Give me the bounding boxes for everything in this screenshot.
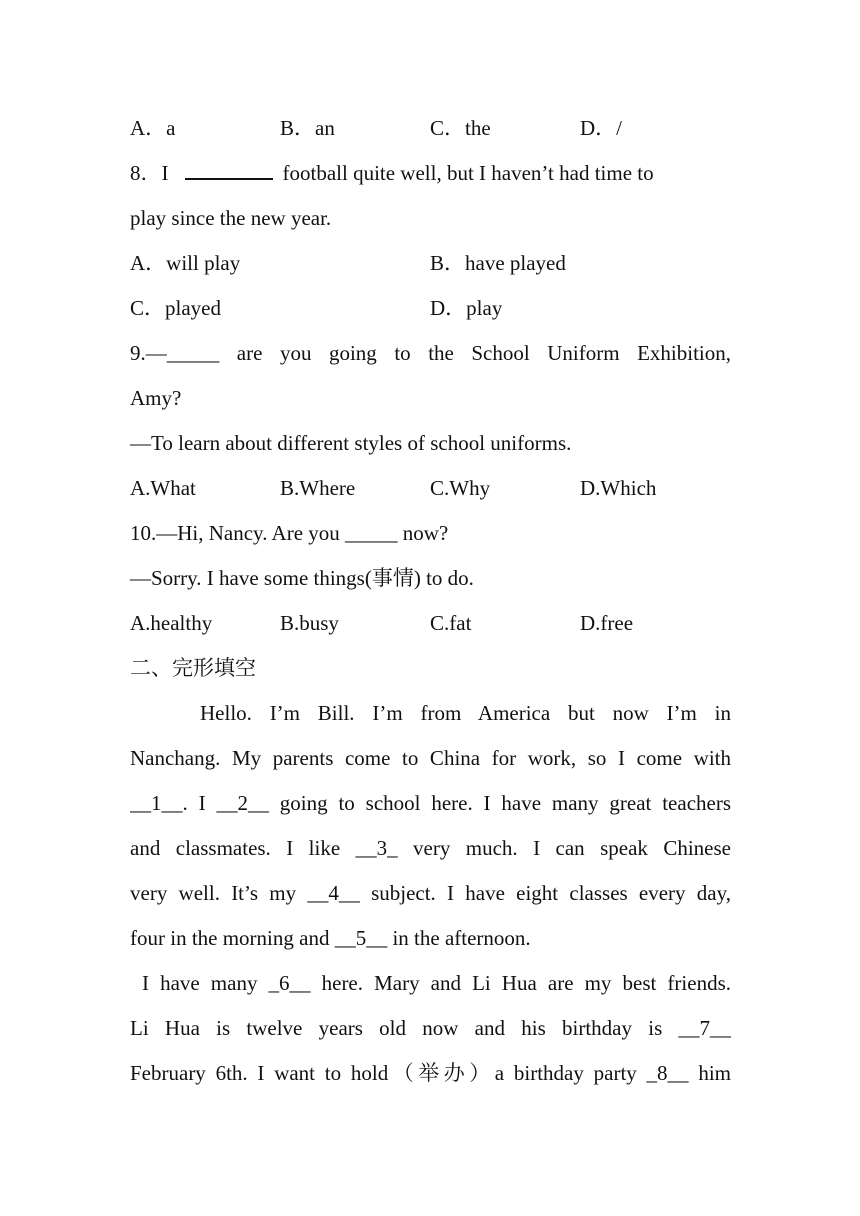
q9-stem-line2: Amy?: [130, 386, 182, 410]
q10-stem: 10.—Hi, Nancy. Are you _____ now?: [130, 521, 449, 545]
q9-option-d: D.Which: [580, 476, 657, 500]
q7-option-a: A．a: [130, 116, 176, 140]
q8-stem-text: football quite well, but I haven’t had time to: [282, 161, 654, 185]
q10-option-a: A.healthy: [130, 611, 213, 635]
q9-answer: —To learn about different styles of school uniforms.: [130, 431, 572, 455]
q8-stem-line1: [130, 158, 731, 188]
q7-option-c: C．the: [430, 116, 491, 140]
passage-line: four in the morning and __5__ in the afternoon.: [130, 926, 531, 950]
q10-options: [130, 608, 731, 638]
q8-option-d: D．play: [430, 296, 503, 320]
passage-line: February 6th. I want to hold（举办）a birthday party _8__ him: [130, 1061, 731, 1085]
q8-options-row2: [130, 293, 731, 323]
q9-option-c: C.Why: [430, 476, 491, 500]
section-title-cloze: 二、完形填空: [130, 656, 256, 680]
q8-option-a: A．will play: [130, 251, 241, 275]
q10-option-c: C.fat: [430, 611, 472, 635]
q9-stem-line1: 9.—_____ are you going to the School Uniform Exhibition,: [130, 341, 731, 365]
passage-line: and classmates. I like __3_ very much. I can speak Chinese: [130, 836, 731, 860]
q8-options-row1: [130, 248, 731, 278]
passage-line: very well. It’s my __4__ subject. I have eight classes every day,: [130, 881, 731, 905]
q8-option-b: B．have played: [430, 251, 566, 275]
passage-line: I have many _6__ here. Mary and Li Hua are my best friends.: [142, 971, 731, 995]
q8-blank: [185, 158, 273, 180]
passage-line: Nanchang. My parents come to China for work, so I come with: [130, 746, 731, 770]
q8-stem-line2: play since the new year.: [130, 206, 332, 230]
q7-option-d: D．/: [580, 116, 622, 140]
passage-line: Hello. I’m Bill. I’m from America but now I’m in: [200, 701, 731, 725]
q9-options: [130, 473, 731, 503]
q10-option-d: D.free: [580, 611, 634, 635]
q8-option-c: C．played: [130, 296, 221, 320]
q10-option-b: B.busy: [280, 611, 339, 635]
q9-option-a: A.What: [130, 476, 196, 500]
passage-line: __1__. I __2__ going to school here. I have many great teachers: [130, 791, 731, 815]
q8-number: 8．I: [130, 161, 169, 185]
passage-line: Li Hua is twelve years old now and his birthday is __7__: [130, 1016, 731, 1040]
q7-option-b: B．an: [280, 116, 335, 140]
q9-option-b: B.Where: [280, 476, 356, 500]
q7-options: [130, 113, 731, 143]
q10-answer: —Sorry. I have some things(事情) to do.: [130, 566, 474, 590]
